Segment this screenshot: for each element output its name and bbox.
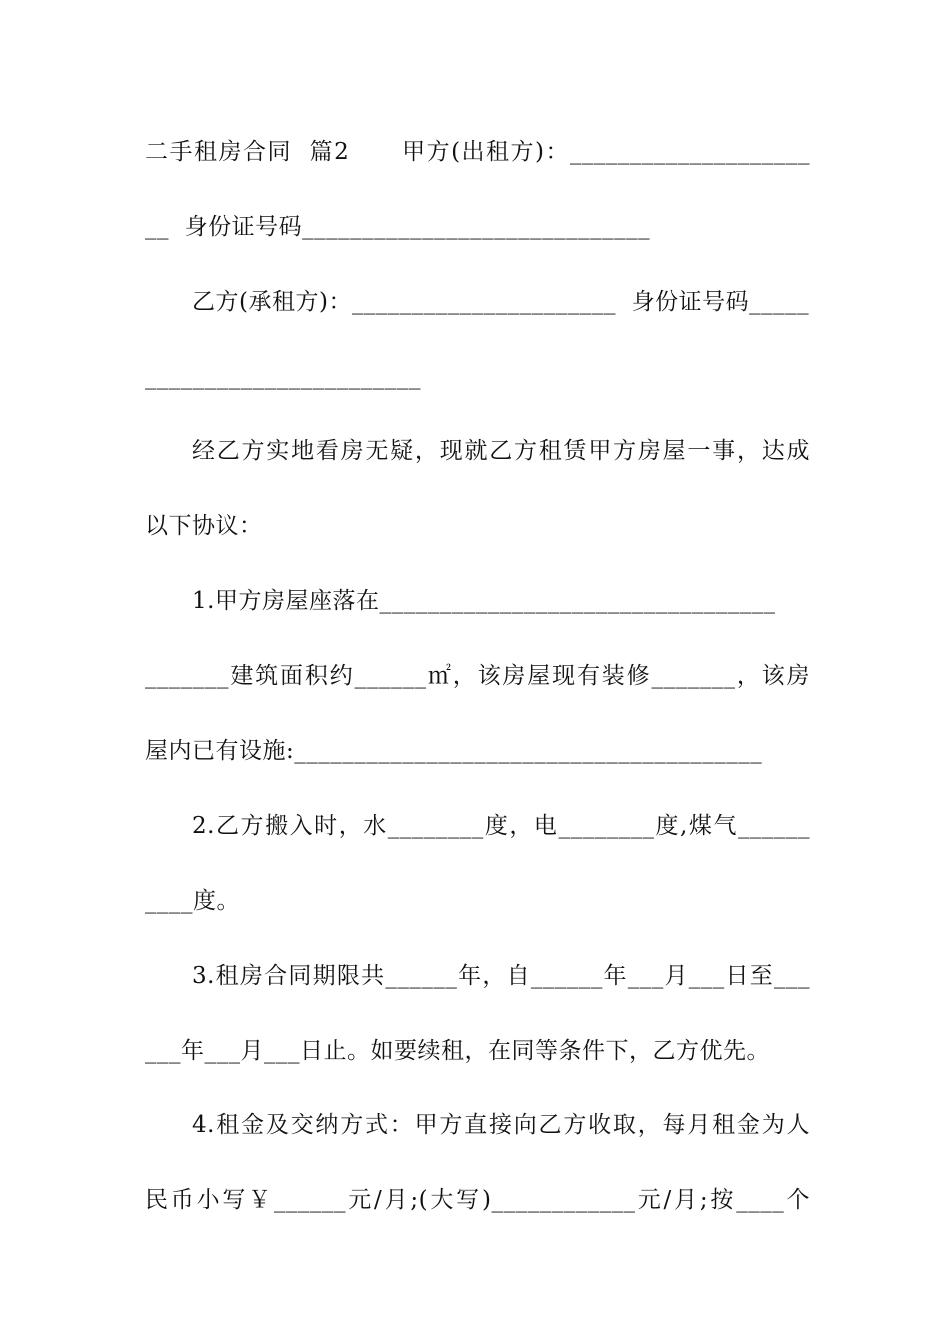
- party-b-id-continuation: _______________________: [145, 364, 421, 390]
- clause-4-line-1: 4.租金及交纳方式：甲方直接向乙方收取，每月租金为人: [192, 1112, 810, 1138]
- clause-3-line-2: ___年___月___日止。如要续租，在同等条件下，乙方优先。: [145, 1038, 770, 1064]
- clause-4-line-2: 民币小写￥______元/月;(大写)____________元/月;按____个: [145, 1187, 810, 1213]
- intro-paragraph-line-2: 以下协议：: [145, 513, 263, 539]
- clause-2-line-2: ____度。: [145, 888, 240, 914]
- party-a-id-line: __ 身份证号码_____________________________: [145, 214, 651, 240]
- clause-1-line-2: _______建筑面积约______㎡，该房屋现有装修_______，该房: [145, 663, 810, 689]
- intro-paragraph-line-1: 经乙方实地看房无疑，现就乙方租赁甲方房屋一事，达成: [192, 438, 810, 464]
- clause-1-line-3: 屋内已有设施:_______________________________________: [145, 738, 763, 764]
- contract-title-line: 二手租房合同 篇2 甲方(出租方)：____________________: [145, 139, 810, 165]
- clause-3-line-1: 3.租房合同期限共______年，自______年___月___日至___: [192, 963, 810, 989]
- clause-1-line-1: 1.甲方房屋座落在_________________________________: [192, 588, 776, 614]
- party-b-line: 乙方(承租方)：______________________ 身份证号码_____: [192, 289, 810, 315]
- clause-2-line-1: 2.乙方搬入时，水________度，电________度,煤气______: [192, 813, 810, 839]
